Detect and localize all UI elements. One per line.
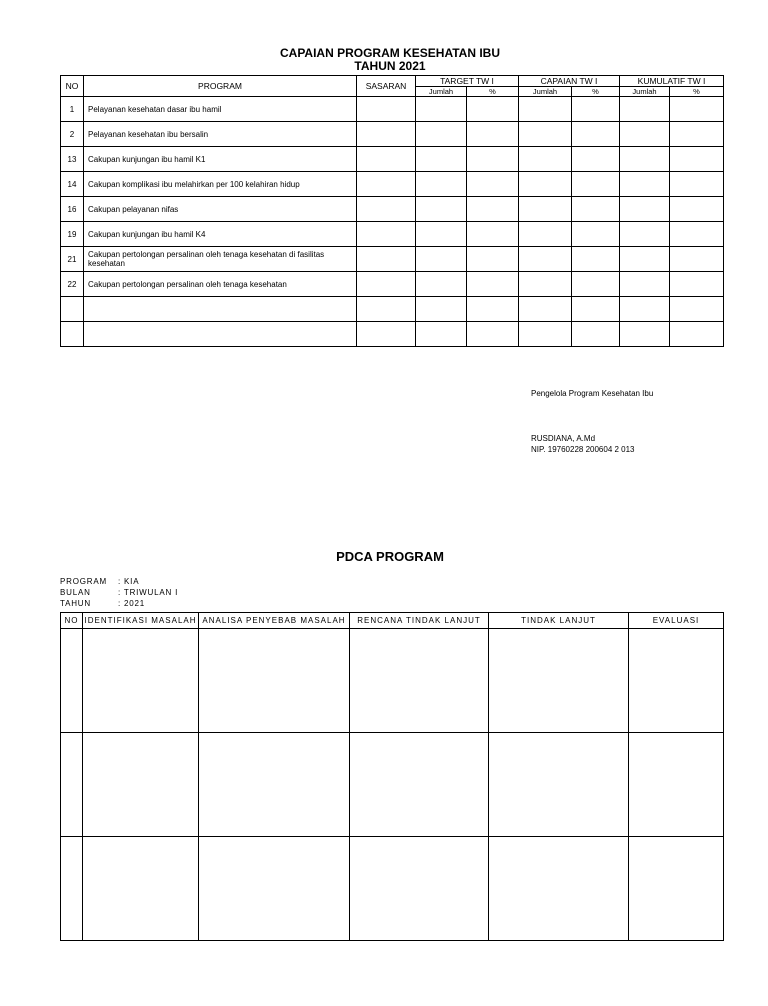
row-value-cell [572,222,620,247]
table-row [61,197,724,222]
row-value-cell [519,297,572,322]
pdca-table [60,612,724,941]
header-target: TARGET TW I [416,76,519,87]
meta-value: : KIA [118,577,140,586]
pdca-header-rencana: RENCANA TINDAK LANJUT [350,613,489,629]
pdca-title: PDCA PROGRAM [336,549,444,564]
row-value-cell [416,272,467,297]
row-value-cell [416,247,467,272]
pdca-cell [350,837,489,941]
row-value-cell [572,272,620,297]
row-value-cell [357,147,416,172]
row-value-cell [357,322,416,347]
pdca-header-identifikasi: IDENTIFIKASI MASALAH [83,613,199,629]
row-no: 21 [61,247,84,272]
row-value-cell [467,147,519,172]
row-value-cell [357,197,416,222]
table-row [61,297,724,322]
row-program: Cakupan pertolongan persalinan oleh tenaga kesehatan [84,272,357,297]
meta-bulan [60,588,178,597]
header-capaian: CAPAIAN TW I [519,76,620,87]
row-value-cell [670,247,724,272]
row-value-cell [572,297,620,322]
pdca-cell [61,629,83,733]
row-no: 22 [61,272,84,297]
header-no: NO [61,76,84,97]
row-value-cell [519,147,572,172]
row-value-cell [620,122,670,147]
subheader-jumlah: Jumlah [620,87,670,97]
row-value-cell [357,297,416,322]
pdca-header-row [61,613,724,629]
meta-key: TAHUN [60,599,91,608]
row-program: Cakupan komplikasi ibu melahirkan per 100 kelahiran hidup [84,172,357,197]
row-program: Cakupan kunjungan ibu hamil K1 [84,147,357,172]
report-subtitle: TAHUN 2021 [354,59,426,73]
row-value-cell [467,172,519,197]
pdca-header-analisa: ANALISA PENYEBAB MASALAH [199,613,350,629]
row-value-cell [670,222,724,247]
row-no: 16 [61,197,84,222]
row-value-cell [670,147,724,172]
row-value-cell [357,247,416,272]
row-value-cell [670,272,724,297]
row-value-cell [416,297,467,322]
row-value-cell [357,222,416,247]
pdca-header-no: NO [61,613,83,629]
row-value-cell [572,322,620,347]
row-value-cell [670,297,724,322]
meta-value: : 2021 [118,599,146,608]
row-program: Pelayanan kesehatan ibu bersalin [84,122,357,147]
pdca-cell [199,733,350,837]
row-value-cell [519,247,572,272]
pdca-cell [350,629,489,733]
row-no: 19 [61,222,84,247]
signature-nip: NIP. 19760228 200604 2 013 [531,445,635,454]
signature-role: Pengelola Program Kesehatan Ibu [531,389,654,398]
table-row [61,247,724,272]
row-no: 13 [61,147,84,172]
row-value-cell [519,272,572,297]
row-value-cell [572,172,620,197]
meta-key: PROGRAM [60,577,107,586]
row-program: Pelayanan kesehatan dasar ibu hamil [84,97,357,122]
header-kumulatif: KUMULATIF TW I [620,76,724,87]
row-value-cell [467,222,519,247]
row-value-cell [670,322,724,347]
row-value-cell [416,97,467,122]
row-value-cell [416,172,467,197]
row-value-cell [572,147,620,172]
row-value-cell [519,122,572,147]
row-no [61,297,84,322]
row-value-cell [519,222,572,247]
header-sasaran: SASARAN [357,76,416,97]
row-value-cell [519,322,572,347]
subheader-jumlah: Jumlah [416,87,467,97]
subheader-jumlah: Jumlah [519,87,572,97]
pdca-cell [489,837,629,941]
pdca-header-tindak-lanjut: TINDAK LANJUT [489,613,629,629]
pdca-cell [489,733,629,837]
row-value-cell [519,172,572,197]
row-value-cell [670,122,724,147]
pdca-cell [629,837,724,941]
row-value-cell [467,247,519,272]
pdca-row [61,733,724,837]
table-row [61,122,724,147]
row-value-cell [572,97,620,122]
table-header-row [61,76,724,87]
signature-name: RUSDIANA, A.Md [531,434,596,443]
row-value-cell [620,147,670,172]
pdca-cell [83,629,199,733]
row-value-cell [416,222,467,247]
row-value-cell [416,122,467,147]
row-value-cell [620,322,670,347]
meta-tahun [60,599,145,608]
row-value-cell [467,297,519,322]
pdca-row [61,629,724,733]
pdca-cell [83,837,199,941]
subheader-persen: % [467,87,519,97]
table-row [61,97,724,122]
pdca-cell [629,629,724,733]
row-no: 1 [61,97,84,122]
pdca-cell [61,733,83,837]
row-value-cell [357,172,416,197]
pdca-row [61,837,724,941]
pdca-cell [629,733,724,837]
row-program: Cakupan pertolongan persalinan oleh tenaga kesehatan di fasilitas kesehatan [84,247,357,272]
table-row [61,322,724,347]
row-value-cell [620,247,670,272]
header-program: PROGRAM [84,76,357,97]
pdca-cell [199,629,350,733]
pdca-cell [83,733,199,837]
achievement-table [60,75,724,347]
row-program [84,297,357,322]
meta-value: : TRIWULAN I [118,588,179,597]
table-row [61,147,724,172]
table-row [61,172,724,197]
pdca-cell [61,837,83,941]
row-no: 2 [61,122,84,147]
subheader-persen: % [572,87,620,97]
pdca-cell [350,733,489,837]
row-program: Cakupan kunjungan ibu hamil K4 [84,222,357,247]
row-value-cell [467,122,519,147]
row-value-cell [620,222,670,247]
meta-key: BULAN [60,588,91,597]
row-no [61,322,84,347]
row-value-cell [357,97,416,122]
row-value-cell [572,247,620,272]
row-value-cell [620,172,670,197]
row-value-cell [467,97,519,122]
row-value-cell [620,97,670,122]
row-value-cell [670,197,724,222]
row-value-cell [572,122,620,147]
table-row [61,222,724,247]
row-value-cell [620,272,670,297]
row-value-cell [620,197,670,222]
row-program [84,322,357,347]
pdca-cell [199,837,350,941]
row-value-cell [357,272,416,297]
pdca-cell [489,629,629,733]
meta-program [60,577,139,586]
row-value-cell [572,197,620,222]
report-title: CAPAIAN PROGRAM KESEHATAN IBU [279,46,500,60]
row-no: 14 [61,172,84,197]
row-value-cell [416,322,467,347]
row-value-cell [416,197,467,222]
table-row [61,272,724,297]
row-program: Cakupan pelayanan nifas [84,197,357,222]
row-value-cell [416,147,467,172]
row-value-cell [670,172,724,197]
row-value-cell [519,97,572,122]
row-value-cell [467,272,519,297]
pdca-header-evaluasi: EVALUASI [629,613,724,629]
row-value-cell [357,122,416,147]
subheader-persen: % [670,87,724,97]
row-value-cell [670,97,724,122]
row-value-cell [467,197,519,222]
row-value-cell [620,297,670,322]
row-value-cell [519,197,572,222]
row-value-cell [467,322,519,347]
